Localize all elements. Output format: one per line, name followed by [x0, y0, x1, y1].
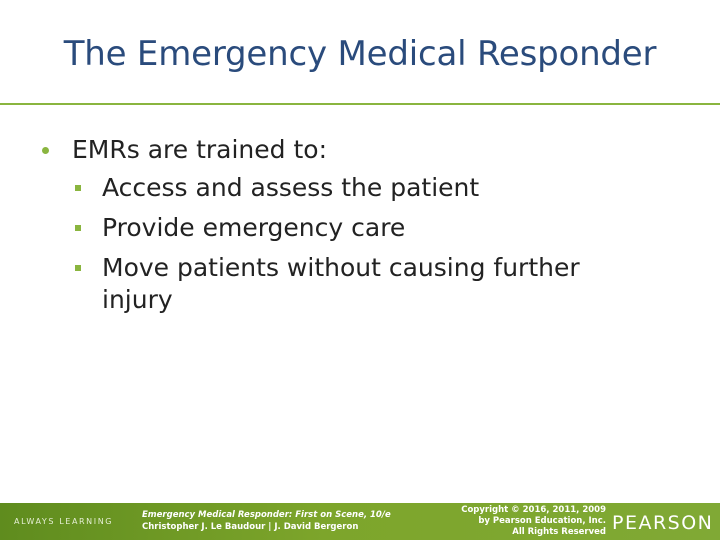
sub-bullet-list	[72, 172, 700, 316]
bullet-item	[40, 134, 700, 166]
book-authors: Christopher J. Le Baudour | J. David Bergeron	[142, 522, 359, 532]
publisher-logo: PEARSON	[612, 512, 714, 534]
sub-bullet-item	[72, 252, 642, 316]
footer-book-info	[142, 509, 391, 533]
copyright-line: by Pearson Education, Inc.	[478, 516, 606, 526]
sub-bullet-item	[72, 172, 700, 204]
footer-tagline: ALWAYS LEARNING	[14, 517, 114, 526]
sub-bullet-item	[72, 212, 700, 244]
bullet-dot-icon	[42, 147, 49, 154]
sub-bullet-text: Provide emergency care	[102, 213, 406, 242]
bullet-text: EMRs are trained to:	[72, 135, 327, 164]
footer-bar	[0, 503, 720, 540]
copyright-line: All Rights Reserved	[512, 527, 606, 537]
bullet-square-icon	[75, 265, 81, 271]
sub-bullet-text: Access and assess the patient	[102, 173, 480, 202]
bullet-square-icon	[75, 225, 81, 231]
sub-bullet-text: Move patients without causing further injury	[102, 253, 580, 314]
bullet-square-icon	[75, 185, 81, 191]
slide-body	[40, 134, 700, 324]
title-divider	[0, 103, 720, 105]
book-title: Emergency Medical Responder: First on Scene, 10/e	[142, 510, 391, 520]
footer-copyright	[438, 505, 606, 538]
slide-title: The Emergency Medical Responder	[63, 34, 657, 74]
copyright-line: Copyright © 2016, 2011, 2009	[461, 505, 606, 515]
